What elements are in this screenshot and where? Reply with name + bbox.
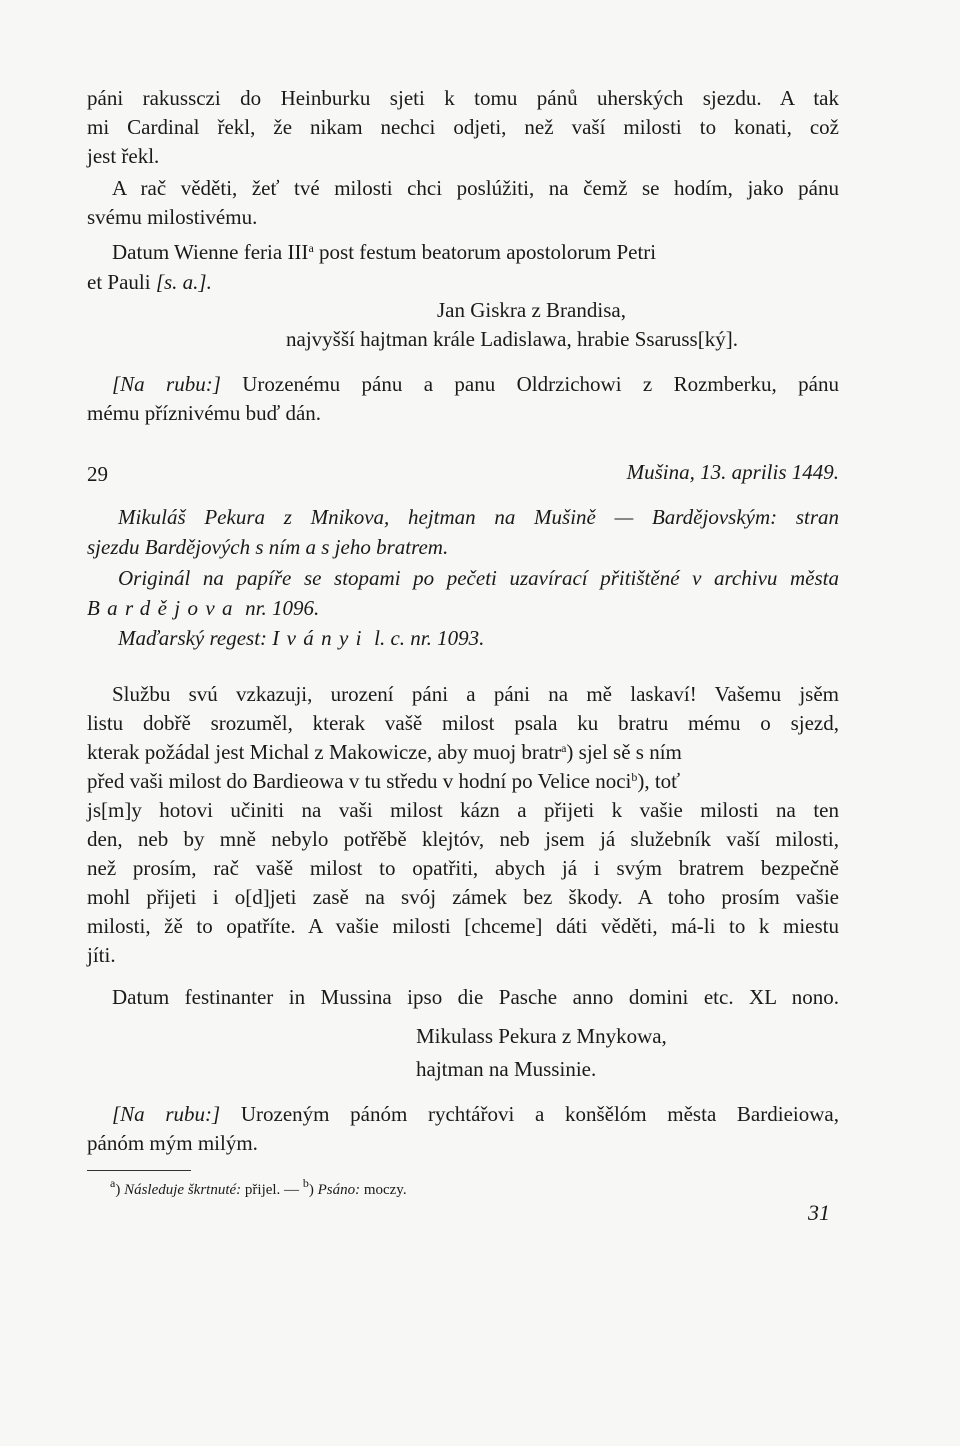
footnote-divider — [87, 1170, 191, 1171]
source-text: nr. 1096. — [239, 596, 320, 620]
text-line: než prosím, rač vašě milost to opatřiti, abych já i svým bratrem bezpečně — [87, 856, 839, 880]
source-text: Maďarský regest: — [118, 626, 273, 650]
text-line: den, neb by mně nebylo potřěbě klejtóv, neb jsem já služebník vaší milosti, — [87, 827, 839, 851]
source-line: Originál na papíře se stopami po pečeti uzavírací přitištěné v archivu města — [118, 566, 839, 590]
signature-line: Mikulass Pekura z Mnykowa, — [416, 1024, 667, 1048]
editor-note: [s. a.]. — [155, 270, 212, 294]
spaced-text: Iványi — [272, 626, 369, 650]
address-line: mému příznivému buď dán. — [87, 401, 322, 425]
text-line: svému milostivému. — [87, 205, 258, 229]
text-line: mohl přijeti i o[d]jeti zasě na svój zámek bez škody. A toho prosím vašie — [87, 885, 839, 909]
spaced-text: Bardějova — [87, 596, 240, 620]
signature-line: najvyšší hajtman krále Ladislawa, hrabie Ssaruss[ký]. — [286, 327, 738, 351]
text-line: Službu svú vzkazuji, urození páni a páni na mě laskaví! Vašemu jsěm — [112, 682, 839, 706]
place-date: Mušina, 13. aprilis 1449. — [626, 460, 839, 484]
footnote-text: moczy. — [360, 1182, 407, 1198]
footnote-mark: a — [561, 741, 567, 755]
footnote-mark: b — [631, 770, 638, 784]
source-line — [118, 624, 484, 653]
text-line — [87, 767, 839, 796]
text-line: A rač věděti, žeť tvé milosti chci poslúžiti, na čemž se hodím, jako pánu — [112, 176, 839, 200]
datum-text: Datum Wienne feria III — [112, 240, 309, 264]
text-line: js[m]y hotovi učiniti na vaši milost kázn a přijeti k vašie milosti na ten — [87, 798, 839, 822]
regest-line: Mikuláš Pekura z Mnikova, hejtman na Mušině — Bardějovským: stran — [118, 505, 839, 529]
footnote-mark: a — [110, 1176, 116, 1190]
editor-note: [Na rubu:] — [112, 1102, 221, 1126]
address-text: Urozeným pánóm rychtářovi a konšělóm města Bardieiowa, — [220, 1102, 839, 1126]
superscript: a — [308, 241, 314, 255]
text-line: mi Cardinal řekl, že nikam nechci odjeti, než vaší milosti to konati, což — [87, 115, 839, 139]
document-number: 29 — [87, 462, 108, 486]
text-line: milosti, žě to opatříte. A vašie milosti [chceme] dáti věděti, má-li to k miestu — [87, 914, 839, 938]
text-line: listu dobřě srozuměl, kterak vašě milost psala ku bratru mému o sjezd, — [87, 711, 839, 735]
text-line: jíti. — [87, 943, 116, 967]
source-line — [87, 594, 839, 623]
address-line — [112, 370, 839, 399]
text-line: páni rakussczi do Heinburku sjeti k tomu pánů uherských sjezdu. A tak — [87, 86, 839, 110]
datum-text: et Pauli — [87, 270, 156, 294]
body-text: ), toť — [637, 769, 681, 793]
editor-note: [Na rubu:] — [112, 372, 221, 396]
text-line — [87, 738, 839, 767]
footnote-mark: b — [302, 1176, 309, 1190]
address-text: Urozenému pánu a panu Oldrzichowi z Rozmberku, pánu — [220, 372, 839, 396]
footnote-label: Následuje škrtnuté: — [124, 1182, 242, 1198]
signature-line: hajtman na Mussinie. — [416, 1057, 597, 1081]
page-number: 31 — [808, 1200, 830, 1225]
datum-line — [87, 268, 839, 297]
footnote-text: přijel. — — [241, 1182, 303, 1198]
address-line — [112, 1100, 839, 1129]
footnote-line: $^a$) Následuje škrtnuté: přijel. — $^b$) Psáno: moczy. — [110, 1176, 407, 1198]
address-line: pánóm mým milým. — [87, 1131, 258, 1155]
body-text: ) sjel sě s ním — [566, 740, 682, 764]
signature-line: Jan Giskra z Brandisa, — [437, 298, 626, 322]
datum-text: post festum beatorum apostolorum Petri — [313, 240, 657, 264]
body-text: před vaši milost do Bardieowa v tu středu v hodní po Velice noci — [87, 769, 632, 793]
regest-line: sjezdu Bardějových s ním a s jeho bratrem. — [87, 535, 449, 559]
datum-line — [112, 238, 839, 267]
text-line: jest řekl. — [87, 144, 160, 168]
datum-line: Datum festinanter in Mussina ipso die Pasche anno domini etc. XL nono. — [112, 985, 839, 1009]
body-text: kterak požádal jest Michal z Makowicze, aby muoj bratr — [87, 740, 562, 764]
footnote-label: Psáno: — [317, 1182, 361, 1198]
source-text: l. c. nr. 1093. — [368, 626, 485, 650]
